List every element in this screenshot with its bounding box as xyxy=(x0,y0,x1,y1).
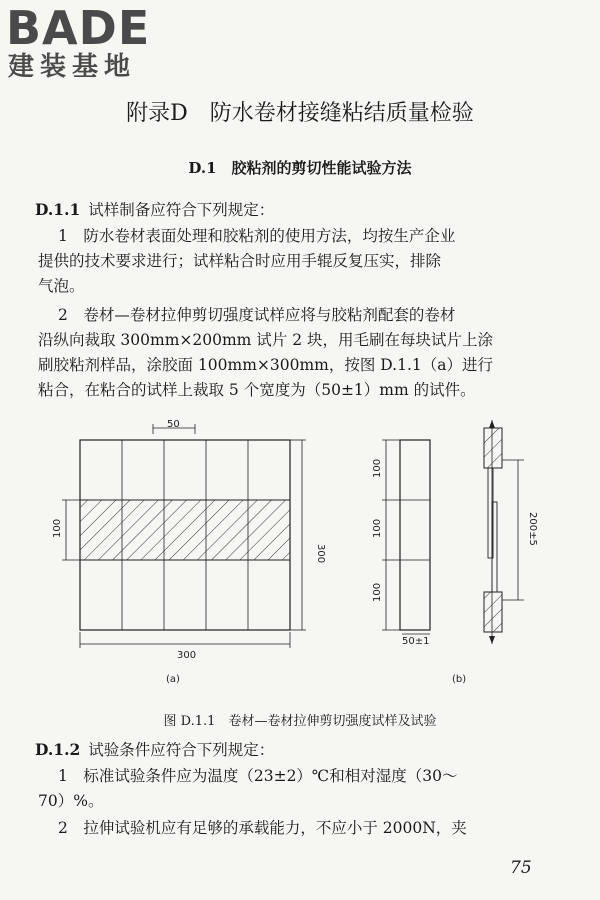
figure-b-specimen xyxy=(382,440,430,634)
d111-item2-line3: 刷胶粘剂样品，涂胶面 100mm×300mm，按图 D.1.1（a）进行 xyxy=(38,356,493,374)
clause-d112 xyxy=(35,737,274,763)
figure-b-test-setup xyxy=(484,420,524,644)
d111-item2-line4: 粘合，在粘合的试样上裁取 5 个宽度为（50±1）mm 的试件。 xyxy=(38,381,476,399)
clause-text: 试样制备应符合下列规定： xyxy=(88,201,275,219)
appendix-title: 附录D 防水卷材接缝粘结质量检验 xyxy=(126,101,474,126)
figure-d111 xyxy=(40,420,560,704)
dim-a-height: 300 xyxy=(315,544,326,564)
logo-wordmark: BADE xyxy=(6,1,151,55)
clause-text: 试验条件应符合下列规定： xyxy=(88,741,275,759)
d111-item2-line1: 2 卷材—卷材拉伸剪切强度试样应将与胶粘剂配套的卷材 xyxy=(58,306,456,324)
section-title: D.1 胶粘剂的剪切性能试验方法 xyxy=(188,159,412,177)
d111-item1-line1: 1 防水卷材表面处理和胶粘剂的使用方法，均按生产企业 xyxy=(58,227,456,245)
d112-item2-line1: 2 拉伸试验机应有足够的承载能力，不应小于 2000N，夹 xyxy=(58,819,467,837)
clause-number: D.1.2 xyxy=(35,740,81,759)
d111-item1-line2: 提供的技术要求进行；试样粘合时应用手辊反复压实，排除 xyxy=(38,252,442,270)
clause-number: D.1.1 xyxy=(35,200,81,219)
dim-a-width: 300 xyxy=(177,650,197,661)
dim-b-mid: 100 xyxy=(372,518,383,538)
dim-a-strip-width: 50 xyxy=(167,420,180,430)
dim-a-glue-height: 100 xyxy=(52,518,63,538)
figure-a-sample xyxy=(62,424,306,648)
dim-b-width: 50±1 xyxy=(402,636,430,647)
figure-a-label: (a) xyxy=(166,674,180,685)
dim-b-bottom: 100 xyxy=(372,582,383,602)
d111-item1-line3: 气泡。 xyxy=(38,277,85,295)
bade-logo xyxy=(6,1,151,82)
logo-subtitle: 建装基地 xyxy=(8,52,137,82)
d112-item1-line2: 70）%。 xyxy=(38,792,104,810)
d111-item2-line2: 沿纵向裁取 300mm×200mm 试片 2 块，用毛刷在每块试片上涂 xyxy=(38,331,494,349)
d112-item1-line1: 1 标准试验条件应为温度（23±2）℃和相对湿度（30～ xyxy=(58,767,458,785)
figure-caption: 图 D.1.1 卷材—卷材拉伸剪切强度试样及试验 xyxy=(163,714,437,729)
figure-b-label: (b) xyxy=(452,674,467,685)
dim-b-grip: 200±5 xyxy=(527,512,538,546)
clause-d111 xyxy=(35,197,274,223)
dim-b-top: 100 xyxy=(372,458,383,478)
figure-drawing xyxy=(40,420,560,700)
page-number: 75 xyxy=(510,858,532,878)
